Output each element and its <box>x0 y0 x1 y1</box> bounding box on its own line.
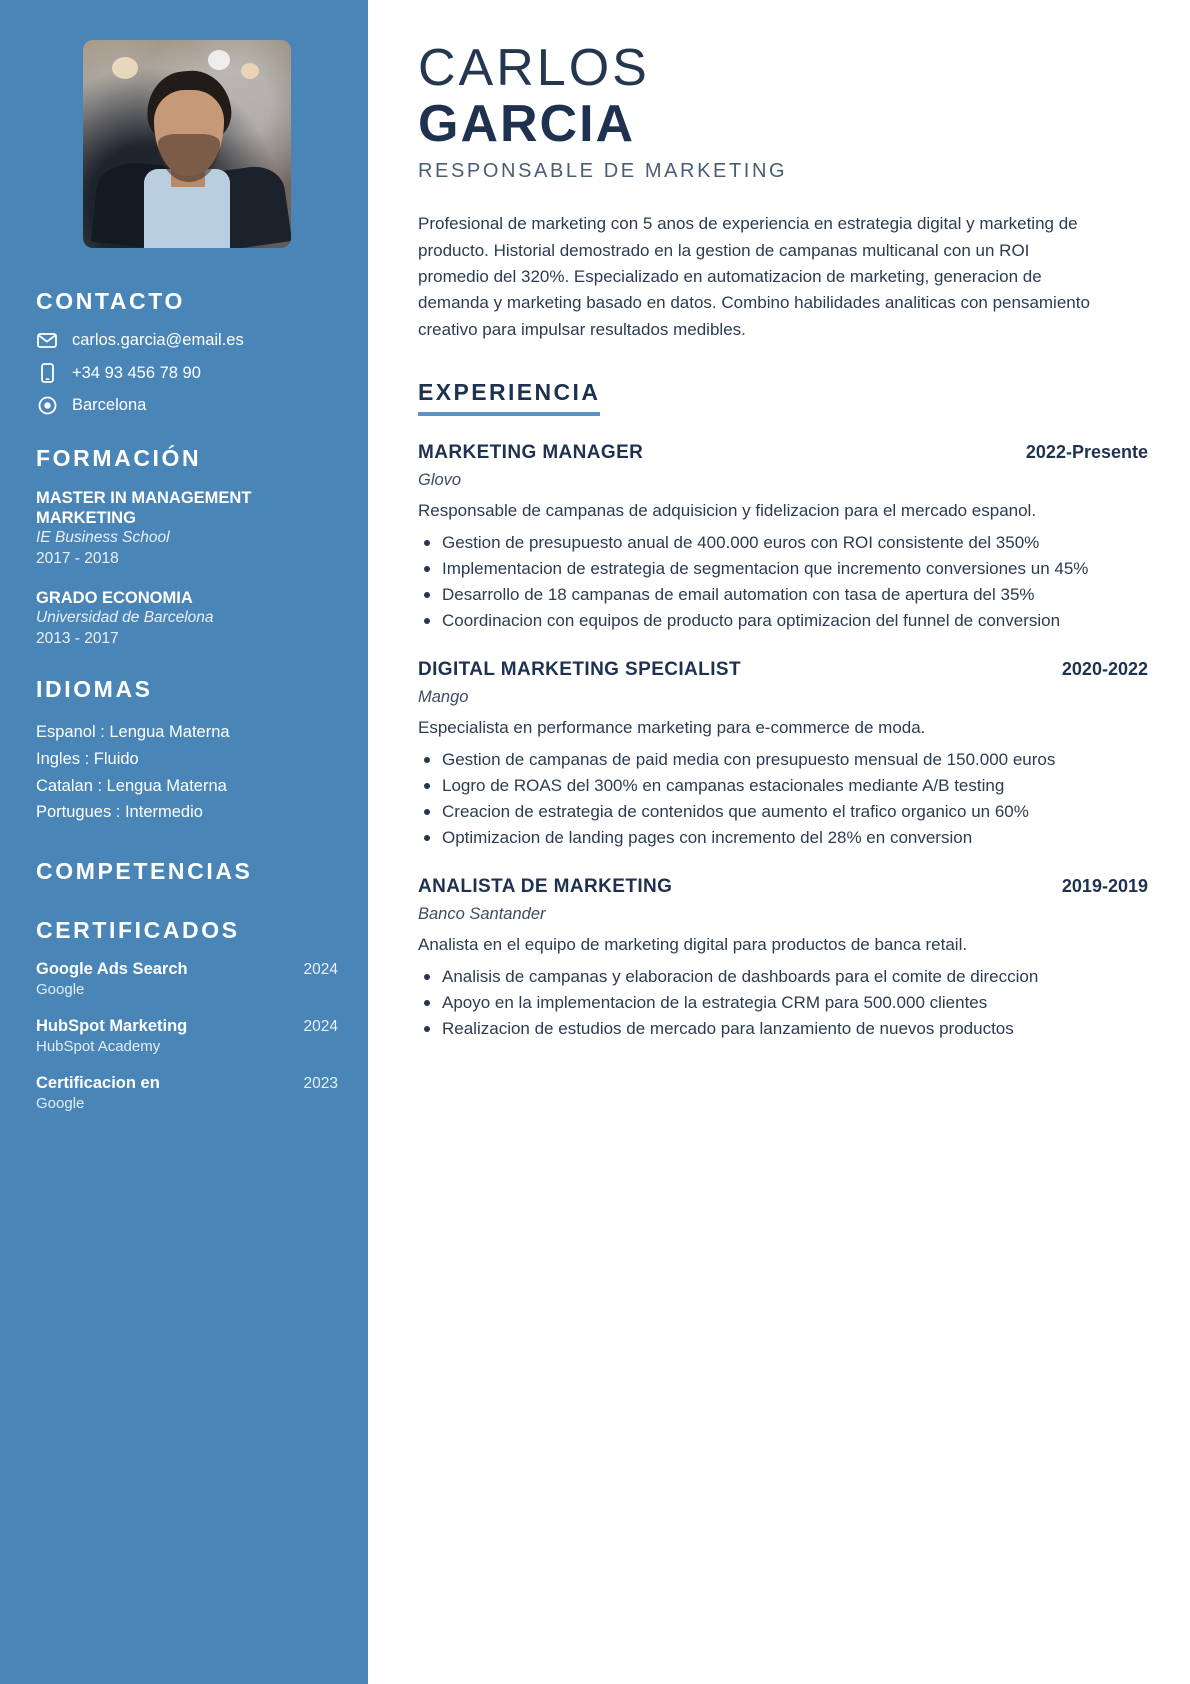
experience-item <box>418 876 1148 1041</box>
section-heading-competencias: COMPETENCIAS <box>36 857 253 884</box>
experience-item <box>418 442 1148 633</box>
section-certificados <box>36 917 338 1112</box>
section-heading-certificados: CERTIFICADOS <box>36 916 240 943</box>
section-heading-experiencia: EXPERIENCIA <box>418 379 600 416</box>
experience-role: DIGITAL MARKETING SPECIALIST <box>418 659 741 681</box>
phone-icon <box>36 363 58 383</box>
education-item <box>36 488 338 570</box>
contact-row-phone[interactable] <box>36 363 338 383</box>
certificate-name: HubSpot Marketing <box>36 1016 188 1035</box>
education-degree: MASTER IN MANAGEMENT MARKETING <box>36 489 252 528</box>
sidebar <box>0 0 368 1684</box>
experience-bullet: Optimizacion de landing pages con incremento del 28% en conversion <box>418 826 1148 850</box>
contact-value-phone: +34 93 456 78 90 <box>72 363 201 382</box>
experience-bullet: Realizacion de estudios de mercado para lanzamiento de nuevos productos <box>418 1017 1148 1041</box>
experience-company: Mango <box>418 688 469 707</box>
section-idiomas <box>36 676 338 826</box>
education-degree: GRADO ECONOMIA <box>36 589 193 608</box>
profile-photo-image <box>83 40 291 248</box>
certificate-year: 2024 <box>303 1017 338 1035</box>
last-name: GARCIA <box>418 95 636 154</box>
experience-bullet: Creacion de estrategia de contenidos que aumento el trafico organico un 60% <box>418 800 1148 824</box>
experience-bullet: Implementacion de estrategia de segmentacion que incremento conversiones un 45% <box>418 557 1148 581</box>
education-item <box>36 588 338 650</box>
certificate-name: Google Ads Search <box>36 959 188 978</box>
education-years: 2017 - 2018 <box>36 550 119 568</box>
experience-dates: 2022-Presente <box>1025 442 1148 463</box>
profile-summary: Profesional de marketing con 5 anos de experiencia en estrategia digital y marketing de producto. Historial demostrado en la gestion de campanas multicanal con un ROI promedio del 320%. Especializado en automatizacion de marketing, generacion de demanda y marketing basado en datos. Combino habilidades analiticas con pensamiento creativo para impulsar resultados medibles. <box>418 214 1090 339</box>
experience-description: Responsable de campanas de adquisicion y fidelizacion para el mercado espanol. <box>418 501 1037 521</box>
certificate-year: 2023 <box>303 1074 338 1092</box>
education-school: IE Business School <box>36 529 170 547</box>
experience-role: ANALISTA DE MARKETING <box>418 876 673 898</box>
photo-bokeh-light <box>112 57 138 79</box>
experience-bullet-list <box>418 965 1148 1041</box>
experience-bullet: Coordinacion con equipos de producto para optimizacion del funnel de conversion <box>418 609 1148 633</box>
experience-bullet-list <box>418 531 1148 634</box>
experience-bullet: Analisis de campanas y elaboracion de dashboards para el comite de direccion <box>418 965 1148 989</box>
contact-row-email[interactable] <box>36 331 338 350</box>
experience-bullet: Gestion de presupuesto anual de 400.000 euros con ROI consistente del 350% <box>418 531 1148 555</box>
resume-header <box>418 40 1148 183</box>
photo-bokeh-light <box>208 50 230 70</box>
experience-item <box>418 659 1148 850</box>
main-content <box>368 0 1190 1684</box>
experience-bullet-list <box>418 748 1148 851</box>
certificate-item <box>36 1017 338 1055</box>
education-school: Universidad de Barcelona <box>36 609 214 627</box>
contact-row-location[interactable] <box>36 396 338 415</box>
certificate-issuer: HubSpot Academy <box>36 1037 161 1055</box>
language-item: Espanol : Lengua Materna <box>36 723 230 742</box>
section-contacto <box>36 288 338 415</box>
section-heading-contacto: CONTACTO <box>36 288 185 314</box>
experience-description: Especialista en performance marketing para e-commerce de moda. <box>418 718 926 738</box>
language-item: Catalan : Lengua Materna <box>36 776 227 795</box>
language-item: Portugues : Intermedio <box>36 803 203 822</box>
certificate-item <box>36 1074 338 1112</box>
experience-bullet: Logro de ROAS del 300% en campanas estacionales mediante A/B testing <box>418 774 1148 798</box>
envelope-icon <box>36 333 58 348</box>
section-competencias <box>36 858 338 885</box>
experience-role: MARKETING MANAGER <box>418 442 644 464</box>
contact-value-email: carlos.garcia@email.es <box>72 331 244 349</box>
profile-photo <box>83 40 291 248</box>
experience-description: Analista en el equipo de marketing digital para productos de banca retail. <box>418 935 968 955</box>
experience-company: Banco Santander <box>418 905 546 924</box>
certificate-issuer: Google <box>36 1094 85 1112</box>
certificate-item <box>36 960 338 998</box>
section-heading-formacion: FORMACIÓN <box>36 445 202 471</box>
experience-bullet: Gestion de campanas de paid media con presupuesto mensual de 150.000 euros <box>418 748 1148 772</box>
experience-company: Glovo <box>418 471 462 490</box>
certificate-year: 2024 <box>303 960 338 978</box>
experience-bullet: Apoyo en la implementacion de la estrategia CRM para 500.000 clientes <box>418 991 1148 1015</box>
job-title: RESPONSABLE DE MARKETING <box>418 160 788 183</box>
experience-bullet: Desarrollo de 18 campanas de email automation con tasa de apertura del 35% <box>418 583 1148 607</box>
section-formacion <box>36 445 338 650</box>
certificate-name: Certificacion en <box>36 1073 160 1092</box>
contact-value-location: Barcelona <box>72 396 147 414</box>
photo-bokeh-light <box>241 63 259 79</box>
certificate-issuer: Google <box>36 980 85 998</box>
experience-dates: 2019-2019 <box>1061 876 1148 897</box>
experience-dates: 2020-2022 <box>1061 659 1148 680</box>
education-years: 2013 - 2017 <box>36 630 119 648</box>
first-name: CARLOS <box>418 39 650 97</box>
language-item: Ingles : Fluido <box>36 749 139 768</box>
location-pin-icon <box>36 396 58 415</box>
section-heading-idiomas: IDIOMAS <box>36 676 153 703</box>
